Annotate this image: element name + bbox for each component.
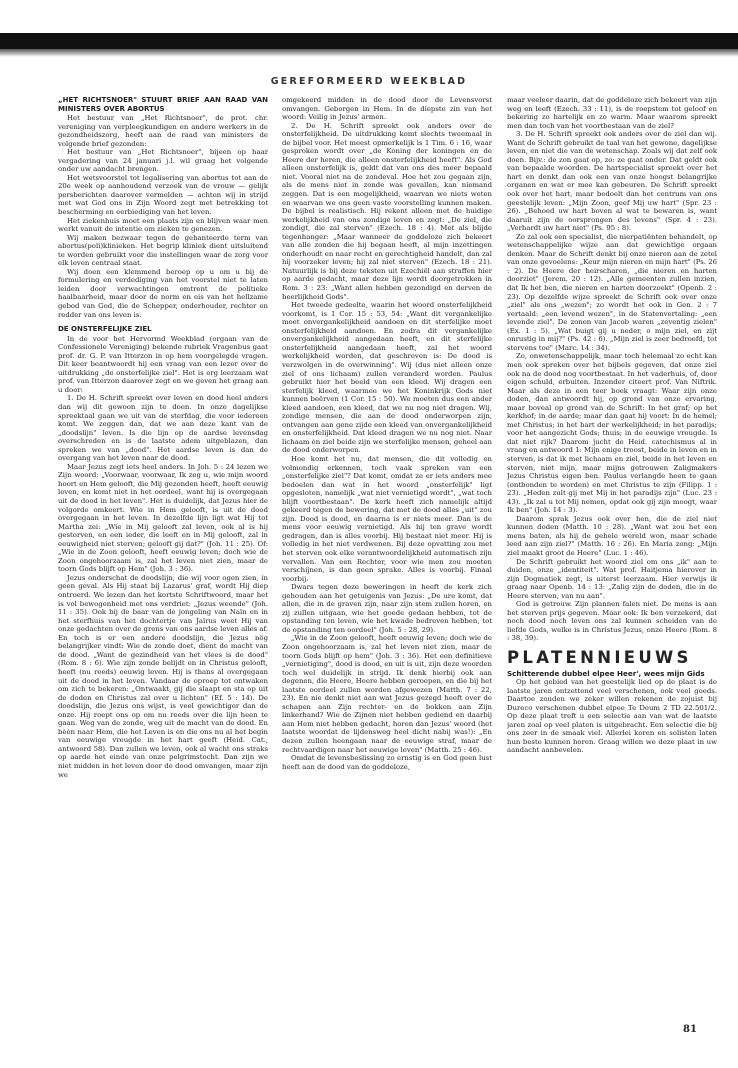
article-paragraph: maar veeleer daarin, dat de goddeloze zich bekeert van zijn weg en leeft (Ezech. 33 : 11), is de roepstem tot geloof en bekering zo hartelijk en zo warm. Maar waarom spreekt men dan toch van het voortbestaan van de ziel?	[507, 96, 717, 130]
column-2	[282, 96, 492, 996]
article-paragraph: Wij maken bezwaar tegen de gehanteerde term van abortus(poli)klinieken. Het begrip kliniek dient uitsluitend te worden gebruikt voor die instellingen waar de zorg voor elk leven centraal staat.	[58, 233, 268, 268]
article-paragraph: Maar Jezus zegt iets heel anders. In Joh. 5 : 24 lezen we Zijn woord: „Voorwaar, voorwaar, Ik zeg u, wie mijn woord hoort en Hem gelooft, die Mij gezonden heeft, heeft eeuwig leven, en komt niet in het oordeel, want hij is overgegaan uit de dood in het leven". Het is duidelijk, dat Jezus hier de volgorde omkeert. Wie in Hem gelooft, is uit de dood overgegaan in het leven. In dezelfde lijn ligt wat Hij tot Martha zei: „Wie in Mij gelooft zal leven, ook al is hij gestorven, en een ieder, die leeft en in Mij gelooft, zal in eeuwigheid niet sterven; gelooft gij dat?" (Joh. 11 : 25). Of: „Wie in de Zoon gelooft, heeft eeuwig leven; doch wie de Zoon ongehoorzaam is, zal het leven niet zien, maar de toorn Gods blijft op Hem" (Joh. 3 : 36).	[58, 462, 268, 574]
article-paragraph: De Schrift gebruikt het woord ziel om ons „ik" aan te duiden, onze „identiteit". Wat prof. Haitjema hierover in zijn Dogmatiek zegt, is uiterst leerzaam. Hier verwijs ik graag naar Openb. 14 : 13: „Zalig zijn de doden, die in de Heere sterven, van nu aan".	[507, 557, 717, 600]
platennieuws-subtitle: Schitterende dubbel elpee Heer', wees mijn Gids	[507, 669, 705, 678]
article-paragraph: Het wetsvoorstel tot legalisering van abortus tot aan de 20e week op aanhoudend verzoek van de vrouw — gelijk persberichten daarover vermelden — achten wij in strijd met wat God ons in Zijn Woord zegt met betrekking tot bescherming en eerbiediging van het leven.	[58, 173, 268, 217]
article-paragraph: Op het gebied van het geestelijk lied op de plaat is de laatste jaren ontzettend veel verschenen, ook veel goeds. Daartoe zouden we zeker willen rekenen de zojuist bij Dureco verschenen dubbel elpee Te Deum 2 TD 22.501/2. Op deze plaat treft u een selectie aan van wat de laatste jaren zoal op veel platen is uitgebracht. Een selectie die bij ons zeer in de smaak viel. Allerlei koren en solisten laten hun beste kunnen horen. Graag willen we deze plaat in uw aandacht aanbevelen.	[507, 678, 717, 755]
article-paragraph: „Wie in de Zoon gelooft, heeft eeuwig leven; doch wie de Zoon ongehoorzaam is, zal het leven niet zien, maar de toorn Gods blijft op hem" (Joh. 3 : 36). Het een definitieve „vernietiging", dood is dood, en uit is uit, zijn deze woorden toch wel duidelijk in strijd. Ik denk hierbij ook aan degenen, die Heere, Heere hebben geroepen, en die bij het laatste oordeel zullen worden afgewezen (Matth. 7 : 22, 23). En nie denkt niet aan wat Jezus gezegd heeft over de schapen aan Zijn rechter- en de bokken aan Zijn linkerhand? Wie de Zijnen niet hebben gediend en daarbij aan Hem niet hebben gedacht, horen dan Jezus' woord (het laatste woordat de lijdensweg heel dicht nabij was!): „En dezen zullen heengaan naar de eeuwige straf, maar de rechtvaardigen naar het eeuwige leven" (Matth. 25 : 46).	[282, 634, 492, 754]
article-paragraph: Zo zal ook een specialist, die nierpatiënten behandelt, op wetenschappelijke wijze aan dat gewichtige orgaan denken. Maar de Schrift denkt bij onze nieren aan de zetel van onze gevoelens: „Keur mijn nieren en mijn hart" (Ps. 26 : 2). De Heere der heirscharen, „die nieren en harten doorziet" (Jerem. 20 : 12). „Alle gemeenten zullen inzien, dat Ik het ben, die nieren en harten doorzoekt" (Openb. 2 : 23). Op dezelfde wijze spreekt de Schrift ook over onze „ziel" als ons „wezen"; zo wordt het ook in Gen. 2 : 7 vertaald: „een levend wezen", in de Statenvertaling: „een levende ziel". De zonen van Jacob waren „zeventig zielen" (Ex. 1 : 5). „Wat buigt gij u neder, o mijn ziel, en zijt onrustig in mij?" (Ps. 42 : 6). „Mijn ziel is zeer bedroefd, tot stervens toe" (Marc. 14 : 34).	[507, 232, 717, 352]
article-paragraph: Dwars tegen deze beweringen in heeft de kerk zich gehouden aan het getuigenis van Jezus: „De ure komt, dat allen, die in de graven zijn, naar zijn stem zullen horen, en zij zullen uitgaan, wie het goede gedaan hebben, tot de opstanding ten leven, wie het kwade bedreven hebben, tot de opstanding ten oordeel" (Joh. 5 : 28, 29).	[282, 583, 492, 634]
article-paragraph: Het ziekenhuis moet een plaats zijn en blijven waar men werkt vanuit de intentie om zieken te genezen.	[58, 216, 268, 234]
article-paragraph: Het bestuur van „Het Richtsnoer", bijeen op haar vergadering van 24 januari j.l. wil graag het volgende onder uw aandacht brengen.	[58, 148, 268, 174]
article-paragraph: Wij doen een klemmend beroep op u om u bij de formulering en verdediging van het voorstel niet te laten leiden door verwachtingen omtrent de politieke haalbaarheid, maar door de norm en eis van het hellzame gebod van God, die de Schepper, onderhouder, rechter en redder van ons leven is.	[58, 267, 268, 319]
article-paragraph: Het bestuur van „Het Richtsnoer", de prot. chr. vereniging van verpleegkundigen en andere werkers in de gezondheidszorg, heeft aan de raad van ministers de volgende brief gezonden:	[58, 114, 268, 148]
journal-title: GEREFORMEERD WEEKBLAD	[270, 76, 468, 87]
article-paragraph: Hoe komt het nu, dat mensen, die dit volledig en volmondig erkennen, toch vaak spreken van een „onsterfelijke ziel"? Dat komt, omdat ze er iets anders mee bedoelen dan wat in het woord „onsterfelijk" ligt opgesloten, namelijk „wat niet vernietigd wordt", „wat toch blijft voortbestaan". De kerk heeft zich namelijk altijd gekeerd tegen de bewering, dat met de dood alles „uit" zou zijn. Dood is dood, en daarna is er niets meer. Dan is de mens voor eeuwig vernietigd. Als hij ten grave wordt gedragen, dan is alles voorbij. Hij bestaat niet meer. Hij is volledig in het niet verdwenen. Bij deze opvatting zou met het sterven ook elke verantwoordelijkheid automatisch zijn vervallen. Van een Rechter, voor wie men zou moeten verschijnen, is dan geen sprake. Alles is voorbij. Finaal voorbij.	[282, 454, 492, 583]
article-paragraph: 3. De H. Schrift spreekt ook anders over de ziel dan wij. Want de Schrift gebruikt de taal van het gewone, dagelijkse leven, en niet die van de wetenschap. Zoals wij dat zelf ook doen. Bijv.: de zon gaat op, zo: ze gaat onder. Dat geldt ook van bepaalde woorden. De hartspecialist spreekt over het hart en denkt dan ook een van onze hoogst belangrijke organen en wat er mee kan gebeuren. De Schrift spreekt ook over het hart, maar bedoelt dan het centrum van ons geestelijk leven: „Mijn Zoon, geef Mij uw hart" (Spr. 23 : 26). „Behoed uw hart boven al wat te bewaren is, want daaruit zijn de oorsprongen des levens" (Spr. 4 : 23). „Verhardt uw hart niet" (Ps. 95 : 8).	[507, 130, 717, 233]
page-number: 81	[683, 1024, 697, 1035]
article-paragraph: Zo, onwetenschappelijk, maar toch helemaal zo echt kan men ook spreken over het bijbels gegeven, dat onze ziel ook na de dood nog voortbestaat. In het vaderhuis, of, door eigen schuld, erbuiten. Inzender citeert prof. Van Niftrik. Maar als deze in een teer boek vraagt: Waar zijn onze doden, dan antwoordt hij, op grond van onze ervaring, maar boveal op grond van de Schrift: In het graf; op het kerkhof; in de aarde; maar dan gaat hij voort: In de hemel; met Christus; in het hart der werkelijkheid; in het paradijs; voor het aangezicht Gods; thuis; in de eeuwige vreugde. Is dat niet rijk? Daarom jucht de Heid. catechismus al in vraag en antwoord 1: Mijn enige troost, beide in leven en in sterven, is dat ik met lichaam en ziel, beide in het leven en sterven, niet mijn, maar mijns getrouwen Zaligmakers Jezus Christus eigen ben. Paulus verlangde heen te gaan (ontbonden te worden) en met Christus te zijn (Filipp. 1 : 23). „Heden zult gij met Mij in het paradijs zijn" (Luc. 23 : 43). „Ik zal u tot Mij nemen, opdat ook gij zijn moogt, waar Ik ben" (Joh. 14 : 3).	[507, 352, 717, 515]
article-title-onsterfelijke-ziel: DE ONSTERFELIJKE ZIEL	[58, 325, 152, 334]
platennieuws-heading: PLATENNIEUWS	[507, 648, 692, 667]
article-paragraph: 1. De H. Schrift spreekt over leven en dood heel anders dan wij dit gewoon zijn te doen. In onze dagelijkse spreektaal gaan we uit van de sterfdag, die voor iedereen komt. We zeggen dan, dat we aan deze kant van de „doodslijn" leven. Is die lijn op de aardse levensdag overschreden en is de laatste adem uitgeblazen, dan spreken we van „dood". Het aardse leven is dan de overgang van het leven naar de dood.	[58, 394, 268, 463]
column-3	[507, 96, 717, 996]
article-paragraph: Het tweede gedeelte, waarin het woord onsterfelijkheid voorkomt, is 1 Cor. 15 : 53, 54: „Want dit vergankelijke moet onvergankelijkheid aandoen en dit sterfelijke moet onsterfelijkheid aandoen. En zodra dit vergankelijke onvergankelijkheid aangedaan heeft, en dit sterfelijke onsterfelijkheid aangedaan heeft, zal het woord werkelijkheid worden, dat geschreven is: De dood is verzwolgen in de overwinning". Wij (dus niet alleen onze ziel of ons lichaam) zullen veranderd worden. Paulus gebruikt hier het beeld van een kleed. Wij dragen een sterfelijk kleed, waarmee we het Koninkrijk Gods niet kunnen beërven (1 Cor. 15 : 50). We moeten dus een ander kleed aandoen, een kleed, dat we nu nog niet dragen. Wij, zondige mensen, die aan de dood onderworpen zijn, ontvangen aan gene zijde een kleed van onvergankelijkheid en onsterfelijkheid. Dat kleed dragen we nu nog niet. Naar lichaam èn ziel beide zijn we sterfelijke mensen, geheel aan de dood onderworpen.	[282, 301, 492, 455]
article-paragraph: God is getrouw. Zijn plannen falen niet. De mens is aan het sterven prijs gegeven. Maar ook: Ik ben verzekerd, dat noch dood noch leven ons zal kunnen scheiden van de liefde Gods, welke is in Christus Jezus, onze Heere (Rom. 8 : 38, 39).	[507, 600, 717, 643]
article-paragraph: 2. De H. Schrift spreekt ook anders over de onsterfelijkheid. De uitdrukking komt slechts tweemaal in de bijbel voor. Het meest opmerkelijk is 1 Tim. 6 : 16, waar gesproken wordt over „de Koning der koningen en de Heere der heren, die alleen onsterfelijkheid heeft". Als God alleen onsterfelijk is, geldt dat van ons des meer bepaald niet. Vooral niet na de zondeval. Hoe het zou gegaan zijn, als de mens niet in zonde was gevallen, kan niemand zeggen. Dat is een mogelijkheid, waarvan we niets weten en waarvan we ons geen vaste voorstelling kunnen maken. De bijbel is realistisch. Hij rekent alleen met de huidige werkelijkheid van ons zondige leven en zegt: „De ziel, die zondigt, die zal sterven" (Ezech. 18 : 4). Met als blijde tegenhanger: „Maar wanneer de goddeloze zich bekeert van alle zonden die hij begaan heeft, al mijn inzettingen onderhoudt en naar recht en gerechtigheid handelt, dan zal hij voorzeker leven; hij zal niet sterven" (Ezech. 18 : 21). Natuurlijk is bij deze teksten uit Ezechiël aan straffen hier op aarde gedacht, maar deze lijn wordt doorgetrokken in Rom. 3 : 23: „Want allen hebben gezondigd en derven de heerlijkheid Gods".	[282, 121, 492, 301]
article-paragraph: Daarom sprak Jezus ook over hen, die de ziel niet kunnen doden (Matth. 10 : 28). „Want wat zou het een mens baten, als hij de gehele wereld won, maar schade leed aan zijn ziel?" (Matth. 16 : 26). En Maria zong: „Mijn ziel maakt groot de Heere" (Luc. 1 : 46).	[507, 514, 717, 557]
article-paragraph: omgekeerd midden in de dood door de Levensvorst omvangen. Geborgen in Hem. In de diepste zin van het woord: Veilig in Jezus' armen.	[282, 96, 492, 122]
article-title-richtsnoer: „HET RICHTSNOER" STUURT BRIEF AAN RAAD VAN MINISTERS OVER ABORTUS	[58, 96, 268, 113]
article-paragraph: In de voor het Hervormd Weekblad (orgaan van de Confessionele Vereniging) bekende rubriek Vragenbus gaat prof. dr. G. P. van Itterzon in op hem voorgelegde vragen. Dit keer beantwoordt hij een vraag van een lezer over de uitdrukking „de onsterfelijke ziel". Het is erg leerzaam wat prof. van Itterzon daarover zegt en we geven het graag aan u door:	[58, 334, 268, 394]
column-1	[58, 96, 268, 996]
top-black-bar	[0, 33, 738, 49]
article-paragraph: Omdat de levensbeslissing zo ernstig is en God geen lust heeft aan de dood van de goddeloze,	[282, 754, 492, 771]
article-paragraph: Jezus onderschat de doodslijn, die wij voor ogen zien, in geen geval. Als Hij staat bij Lazarus' graf, wordt Hij diep ontroerd. We lezen dan het kortste Schriftwoord, maar het is vol bewogenheid met ons verdriet: „Jezus weende" (Joh. 11 : 35). Ook bij de baar van de jongeling van Naïn en in het sterfhuis van het dochtertje van Jaïrus weet Hij van onze gedachten over de grens van ons aardse leven alles af. En toch is er een andere doodslijn, die Jezus nög belangrijker vindt: Wie de zonde doet, dient de macht van de dood. „Want de gezindheid van het vlees is de dood" (Rom. 8 : 6). Wie zijn zonde belijdt en in Christus gelooft, heeft (nu reeds) eeuwig leven. Hij is thans al overgegaan uit de dood in het leven. Vandaar de oproep tot ontwaken om zich te bekeren: „Ontwaakt, gij die slaapt en sta op uit de doden en Christus zal over u lichten" (Ef. 5 : 14). De doodslijn, die Jezus ons wijst, is veel gewichtiger dan de onze. Hij roept ons op om nu reeds over die lijn heen te gaan. Weg van de zonde, weg uit de macht van de dood. En bèèn naar Hem, die het Leven is en die ons nu al het begin van eeuwige vreugde in het hart geeft (Heid. Cat., antwoord 58). Dan zullen we leven, ook al wacht ons straks op aarde het einde van onze pelgrimstocht. Dan zijn we niet midden in het leven door de dood omvangen, maar zijn we	[58, 573, 268, 779]
top-bar-shadow	[0, 49, 738, 57]
